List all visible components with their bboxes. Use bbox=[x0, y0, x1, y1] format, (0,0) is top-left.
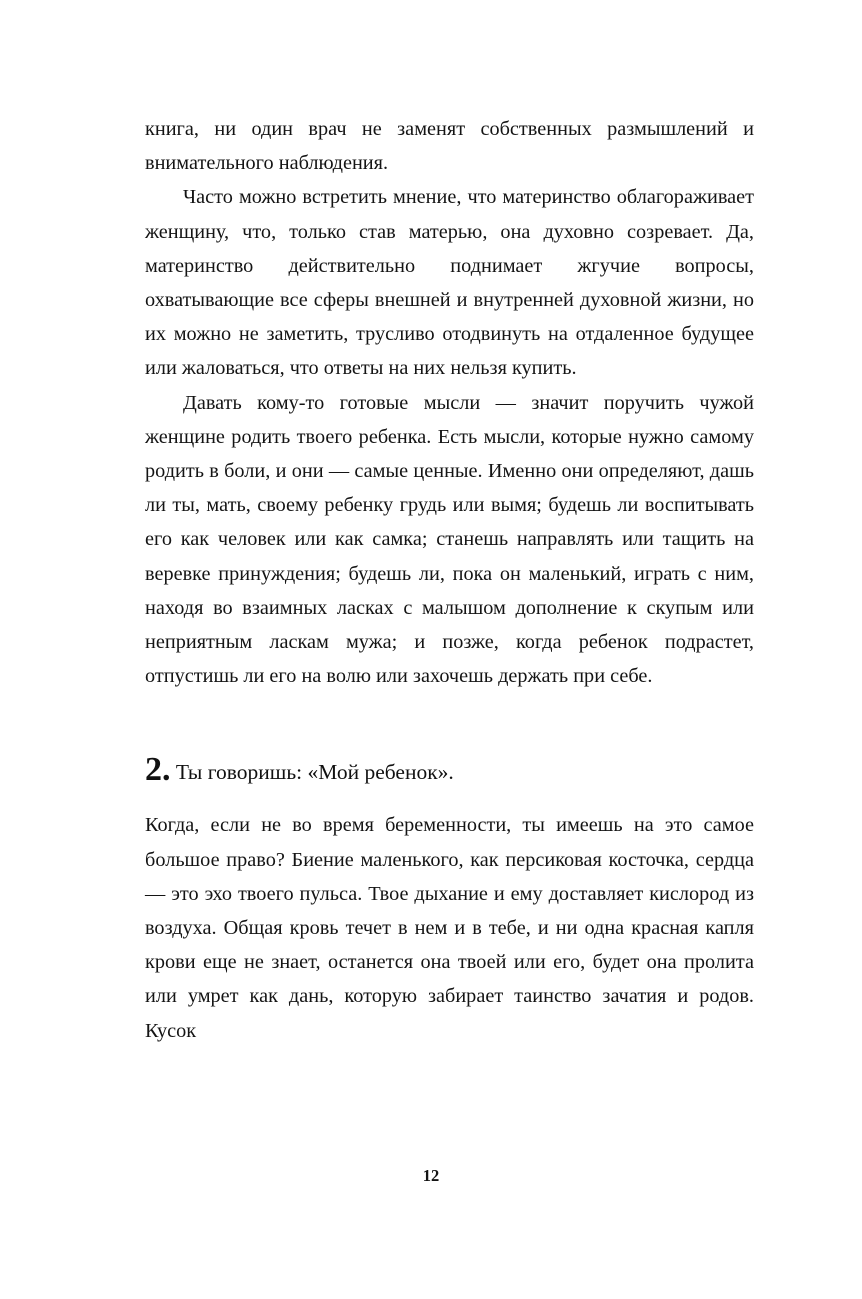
paragraph: Давать кому-то готовые мысли — значит поручить чужой женщине родить твоего ребенка. Есть мысли, которые нужно самому родить в боли, и они — самые ценные. Именно они определяют, дашь ли ты, мать, своему ребенку грудь или вымя; будешь ли воспитывать его как человек или как самка; станешь направлять или тащить на веревке принуждения; будешь ли, пока он маленький, играть с ним, находя во взаимных ласках с малышом дополнение к скупым или неприятным ласкам мужа; и позже, когда ребенок подрастет, отпустишь ли его на волю или захочешь держать при себе. bbox=[145, 391, 754, 688]
paragraph: Когда, если не во время беременности, ты имеешь на это самое большое право? Биение маленького, как персиковая косточка, сердца — это эхо твоего пульса. Твое дыхание и ему доставляет кислород из воздуха. Общая кровь течет в нем и в тебе, и ни одна красная капля крови еще не знает, останется она твоей или его, будет она пролита или умрет как дань, которую забирает таинство зачатия и родов. Кусок bbox=[145, 814, 754, 1042]
section-title: Ты говоришь: «Мой ребенок». bbox=[175, 760, 454, 785]
spacer bbox=[145, 787, 754, 808]
spacer bbox=[145, 693, 754, 755]
page-body bbox=[145, 112, 754, 693]
page-number: 12 bbox=[422, 1166, 440, 1185]
section-heading bbox=[145, 751, 754, 789]
paragraph: Часто можно встретить мнение, что материнство облагораживает женщину, что, только став матерью, она духовно созревает. Да, материнство действительно поднимает жгучие вопросы, охватывающие все сферы внешней и внутренней духовной жизни, но их можно не заметить, трусливо отодвинуть на отдаленное будущее или жаловаться, что ответы на них нельзя купить. bbox=[145, 186, 754, 380]
section-number: 2. bbox=[145, 751, 171, 789]
section-body bbox=[145, 808, 754, 1047]
paragraph: книга, ни один врач не заменят собственных размышлений и внимательного наблюдения. bbox=[145, 118, 754, 175]
